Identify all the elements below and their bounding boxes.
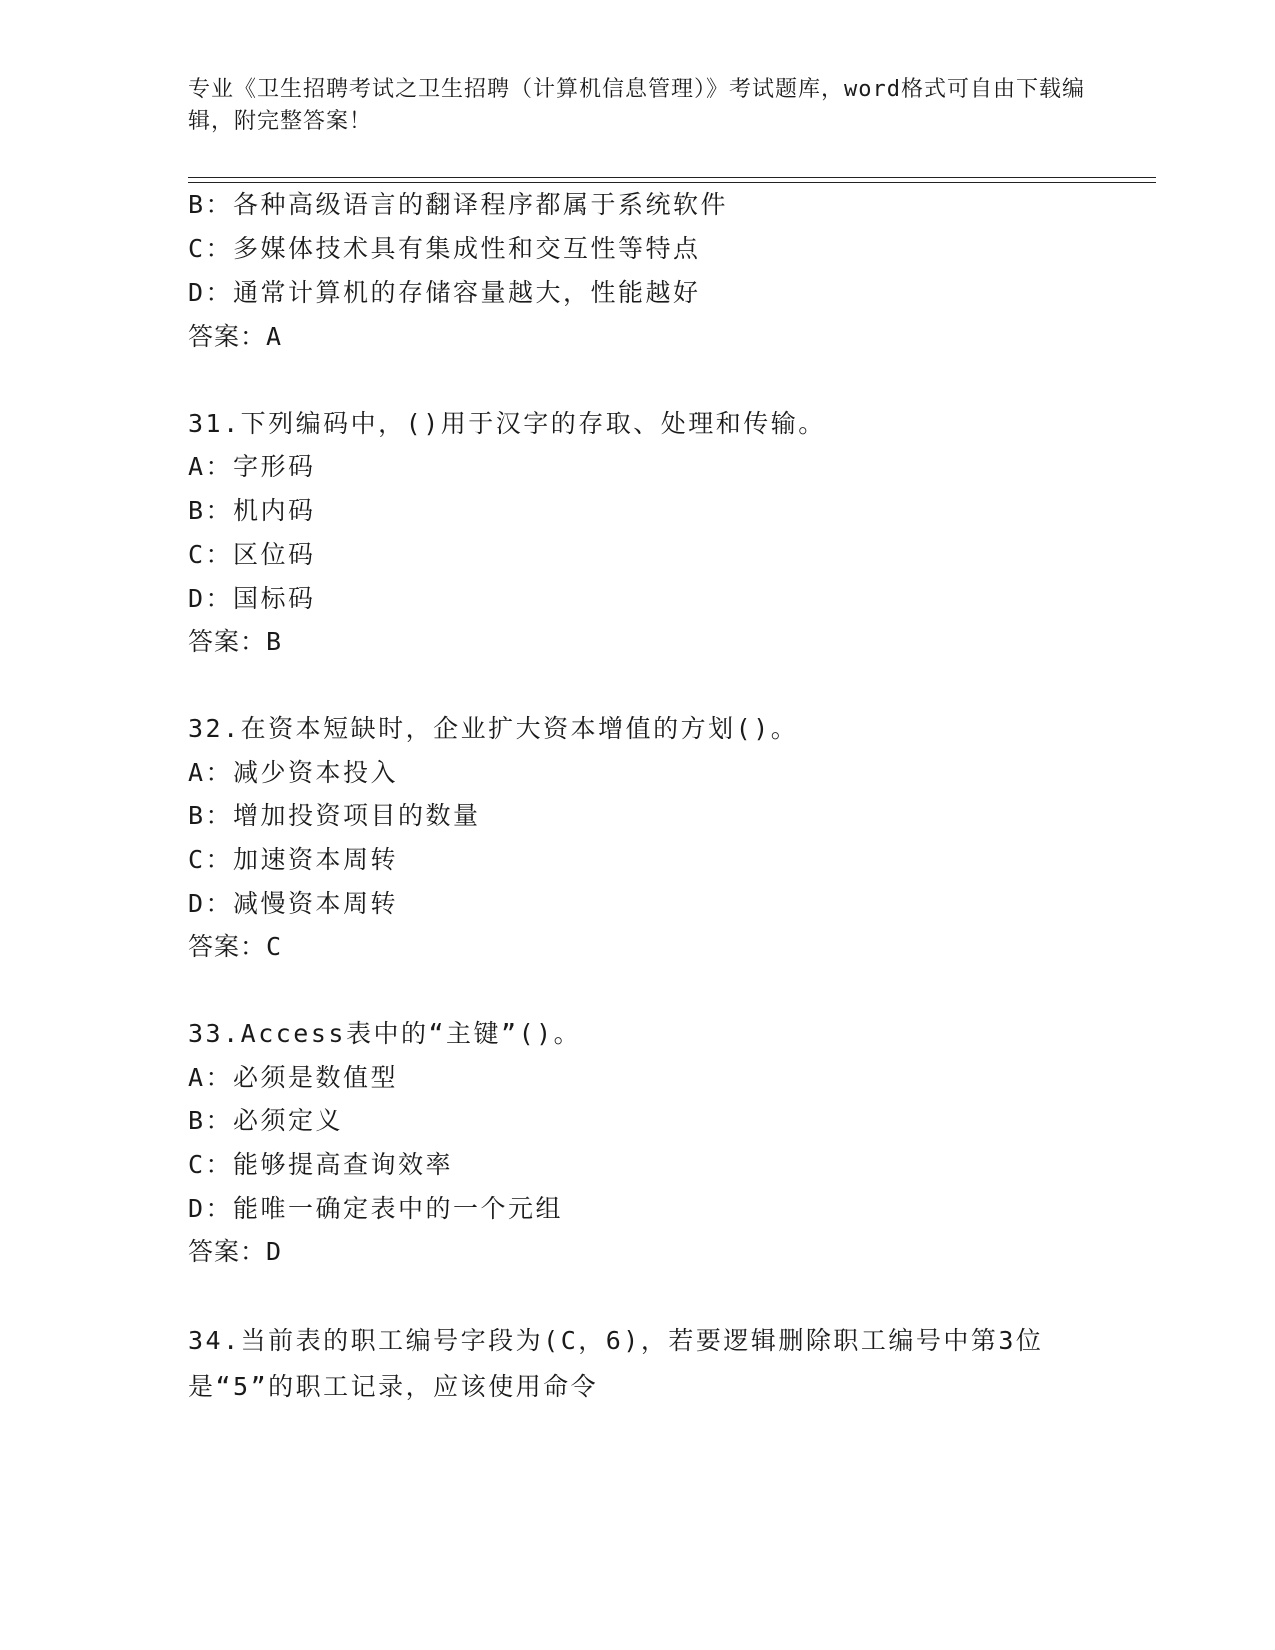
q33-option-b: B：必须定义 <box>188 1106 344 1135</box>
q32-stem: 32.在资本短缺时，企业扩大资本增值的方划()。 <box>188 714 799 743</box>
q32-option-c: C：加速资本周转 <box>188 845 399 874</box>
q33-answer: 答案：D <box>188 1237 283 1266</box>
q31-option-d: D：国标码 <box>188 584 316 613</box>
header-divider-top <box>188 177 1156 178</box>
prev-option-b: B：各种高级语言的翻译程序都属于系统软件 <box>188 190 729 219</box>
q32-option-b: B：增加投资项目的数量 <box>188 801 481 830</box>
q31-option-c: C：区位码 <box>188 540 316 569</box>
q32-option-a: A：减少资本投入 <box>188 758 399 787</box>
q31-option-b: B：机内码 <box>188 496 316 525</box>
document-header: 专业《卫生招聘考试之卫生招聘（计算机信息管理）》考试题库，word格式可自由下载编辑，附完整答案！ <box>188 77 1085 134</box>
q34-stem: 34.当前表的职工编号字段为(C，6)，若要逻辑删除职工编号中第3位是“5”的职工记录，应该使用命令 <box>188 1326 1044 1401</box>
q32-option-d: D：减慢资本周转 <box>188 889 399 918</box>
q33-option-a: A：必须是数值型 <box>188 1063 399 1092</box>
q33-stem: 33.Access表中的“主键”()。 <box>188 1019 582 1048</box>
prev-option-d: D：通常计算机的存储容量越大，性能越好 <box>188 278 701 307</box>
q33-option-d: D：能唯一确定表中的一个元组 <box>188 1194 564 1223</box>
header-divider-bottom <box>188 182 1156 183</box>
q31-answer: 答案：B <box>188 627 283 656</box>
q33-option-c: C：能够提高查询效率 <box>188 1150 454 1179</box>
q31-option-a: A：字形码 <box>188 452 316 481</box>
prev-answer: 答案：A <box>188 322 283 351</box>
q31-stem: 31.下列编码中，()用于汉字的存取、处理和传输。 <box>188 409 826 438</box>
q32-answer: 答案：C <box>188 932 283 961</box>
prev-option-c: C：多媒体技术具有集成性和交互性等特点 <box>188 234 701 263</box>
